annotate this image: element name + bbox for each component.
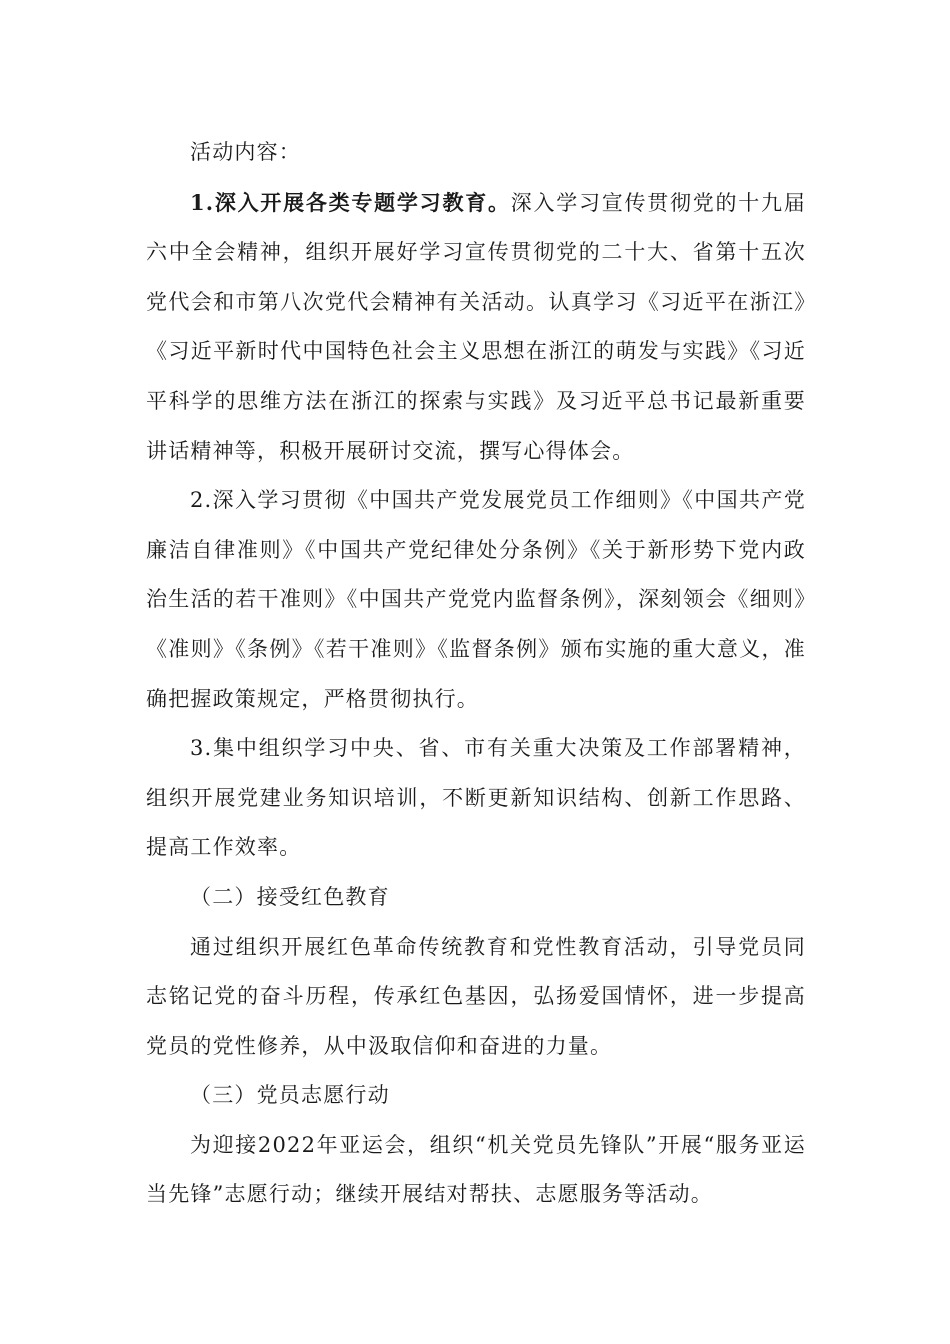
item-2-paragraph: 2.深入学习贯彻《中国共产党发展党员工作细则》《中国共产党廉洁自律准则》《中国共产党纪律处分条例》《关于新形势下党内政治生活的若干准则》《中国共产党党内监督条例》，深刻领会《细则》《准则》《条例》《若干准则》《监督条例》颁布实施的重大意义，准确把握政策规定，严格贯彻执行。	[146, 488, 806, 711]
item-3-paragraph: 3.集中组织学习中央、省、市有关重大决策及工作部署精神，组织开展党建业务知识培训，不断更新知识结构、创新工作思路、提高工作效率。	[146, 736, 806, 860]
section-2-body: 通过组织开展红色革命传统教育和党性教育活动，引导党员同志铭记党的奋斗历程，传承红色基因，弘扬爱国情怀，进一步提高党员的党性修养，从中汲取信仰和奋进的力量。	[146, 934, 806, 1058]
document-body	[146, 128, 806, 1220]
section-3-heading: （三）党员志愿行动	[190, 1083, 390, 1108]
item-1-heading: 1.深入开展各类专题学习教育。	[190, 189, 511, 215]
section-2-heading: （二）接受红色教育	[190, 884, 390, 909]
section-3-body: 为迎接2022年亚运会，组织“机关党员先锋队”开展“服务亚运当先锋”志愿行动；继续开展结对帮扶、志愿服务等活动。	[146, 1132, 806, 1207]
intro-label: 活动内容：	[190, 140, 301, 164]
item-1-paragraph	[146, 178, 806, 477]
item-1-body: 深入学习宣传贯彻党的十九届六中全会精神，组织开展好学习宣传贯彻党的二十大、省第十五次党代会和市第八次党代会精神有关活动。认真学习《习近平在浙江》《习近平新时代中国特色社会主义思想在浙江的萌发与实践》《习近平科学的思维方法在浙江的探索与实践》及习近平总书记最新重要讲话精神等，积极开展研讨交流，撰写心得体会。	[146, 190, 806, 463]
